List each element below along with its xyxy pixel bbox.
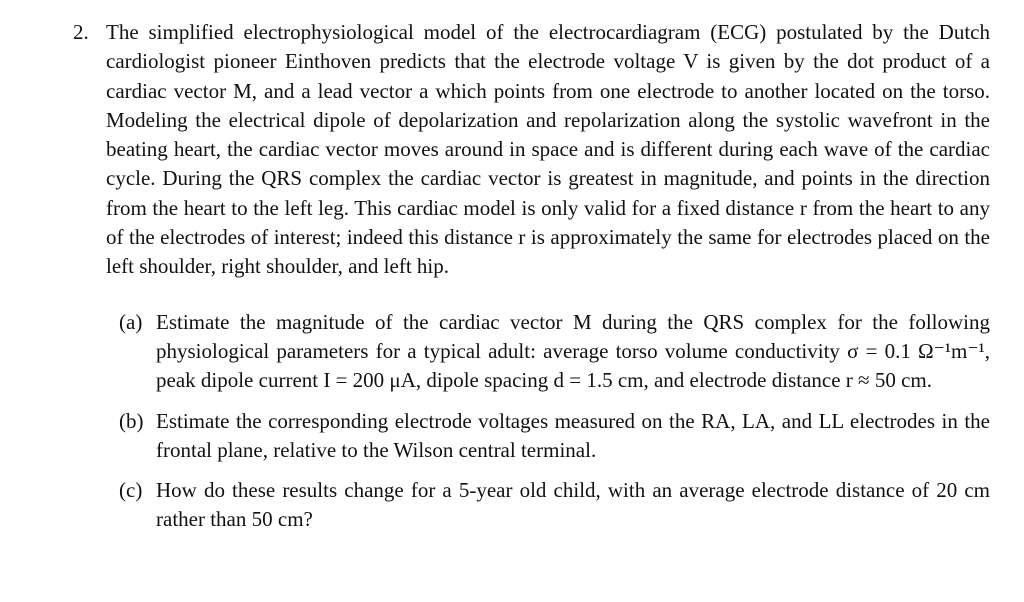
problem-text: The simplified electrophysiological model of the electrocardiagram (ECG) postulated by the Dutch cardiologist pioneer Einthoven predicts that the electrode voltage V is given by the dot product of a cardiac vector M, and a lead vector a which points from one electrode to another located on the torso. Modeling the electrical dipole of depolarization and repolarization along the systolic wavefront in the beating heart, the cardiac vector moves around in space and is different during each wave of the cardiac cycle. During the QRS complex the cardiac vector is greatest in magnitude, and points in the direction from the heart to the left leg. This cardiac model is only valid for a fixed distance r from the heart to any of the electrodes of interest; indeed this distance r is approximately the same for electrodes placed on the left shoulder, right shoulder, and left hip. [106, 20, 990, 279]
problem-statement [106, 18, 990, 282]
part-a [119, 308, 990, 396]
part-c-text: How do these results change for a 5-year old child, with an average electrode distance of 20 cm rather than 50 cm? [156, 478, 990, 532]
part-c [119, 476, 990, 535]
part-c-label: (c) [119, 478, 143, 503]
part-a-text: Estimate the magnitude of the cardiac vector M during the QRS complex for the following physiological parameters for a typical adult: average torso volume conductivity σ = 0.1 Ω⁻¹m⁻¹, peak dipole current I = 200 μA, dipole spacing d = 1.5 cm, and electrode distance r ≈ 50 cm. [156, 309, 990, 393]
part-b-text: Estimate the corresponding electrode voltages measured on the RA, LA, and LL electrodes in the frontal plane, relative to the Wilson central terminal. [156, 408, 990, 462]
part-a-label: (a) [119, 309, 143, 334]
problem-2 [73, 18, 990, 535]
problem-number: 2. [73, 20, 89, 44]
part-b-label: (b) [119, 408, 144, 433]
part-b [119, 407, 990, 466]
